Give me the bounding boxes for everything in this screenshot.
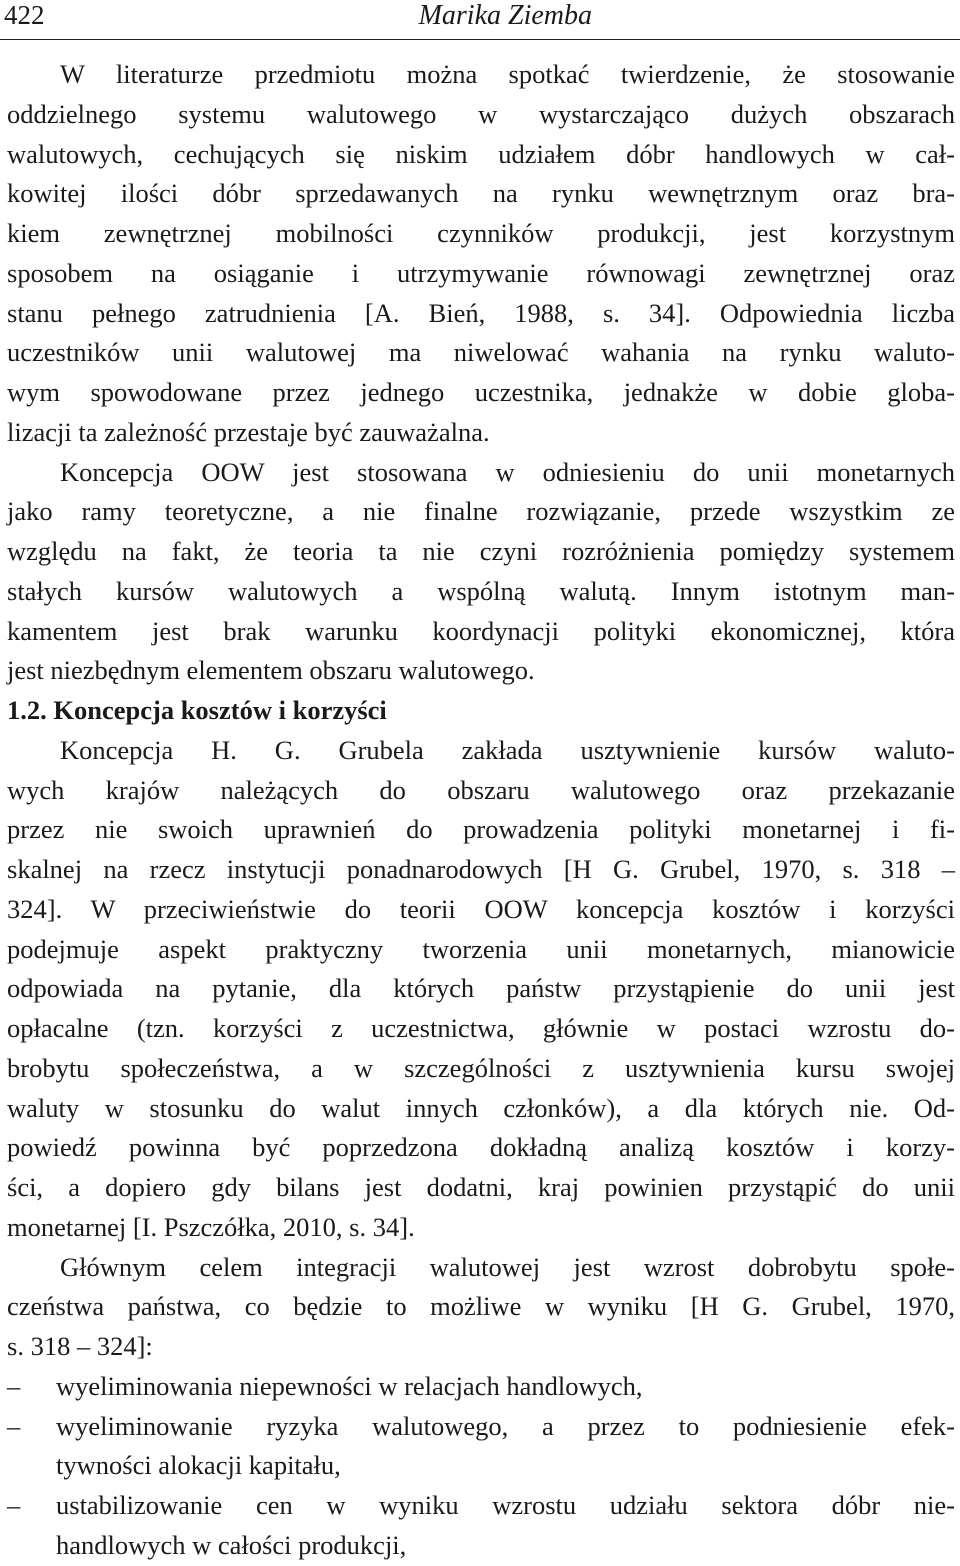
text-line: uczestników unii walutowej ma niwelować wahania na rynku waluto- [7,337,955,368]
text-line: wym spowodowane przez jednego uczestnika, jednakże w dobie globa- [7,377,955,407]
header-rule [0,39,960,40]
text-line: brobytu społeczeństwa, a w szczególności z usztywnienia kursu swojej [7,1052,955,1083]
page-body [7,55,955,1566]
paragraph [7,731,955,1248]
dash-bullet-icon: – [7,1490,21,1520]
text-line: handlowych w całości produkcji, [56,1529,407,1560]
paragraph [7,1248,955,1367]
text-line: kiem zewnętrznej mobilności czynników produkcji, jest korzystnym [7,218,955,248]
bullet-list [7,1367,955,1566]
text-line: W literaturze przedmiotu można spotkać twierdzenie, że stosowanie [60,59,955,89]
text-line: walutowych, cechujących się niskim udziałem dóbr handlowych w cał- [7,138,955,169]
text-line: oddzielnego systemu walutowego w wystarczająco dużych obszarach [7,98,955,129]
text-line: wyeliminowanie ryzyka walutowego, a przez to podniesienie efek- [56,1410,955,1441]
text-line: powiedź powinna być poprzedzona dokładną analizą kosztów i korzy- [7,1132,955,1163]
text-line: stałych kursów walutowych a wspólną walutą. Innym istotnym man- [7,575,955,606]
text-line: opłacalne (tzn. korzyści z uczestnictwa, głównie w postaci wzrostu do- [7,1013,955,1043]
text-line: wyeliminowania niepewności w relacjach handlowych, [56,1370,643,1401]
text-line: sposobem na osiąganie i utrzymywanie równowagi zewnętrznej oraz [7,257,955,288]
text-line: względu na fakt, że teoria ta nie czyni rozróżnienia pomiędzy systemem [7,536,955,566]
text-line: 324]. W przeciwieństwie do teorii OOW koncepcja kosztów i korzyści [7,893,955,924]
paragraph [7,453,955,692]
paragraph [7,55,955,453]
text-line: jako ramy teoretyczne, a nie finalne rozwiązanie, przede wszystkim ze [7,496,955,527]
list-item [7,1407,955,1487]
running-author: Marika Ziemba [418,0,592,31]
text-line: tywności alokacji kapitału, [56,1450,341,1481]
dash-bullet-icon: – [7,1370,21,1401]
text-line: wych krajów należących do obszaru walutowego oraz przekazanie [7,774,955,805]
text-line: s. 318 – 324]: [7,1331,153,1361]
text-line: ści, a dopiero gdy bilans jest dodatni, kraj powinien przystąpić do unii [7,1172,955,1202]
text-line: jest niezbędnym elementem obszaru walutowego. [7,655,535,686]
text-line: Koncepcja OOW jest stosowana w odniesieniu do unii monetarnych [60,456,955,487]
text-line: stanu pełnego zatrudnienia [A. Bień, 1988, s. 34]. Odpowiednia liczba [7,297,955,328]
text-line: skalnej na rzecz instytucji ponadnarodowych [H G. Grubel, 1970, s. 318 – [7,854,955,884]
list-item [7,1486,955,1566]
dash-bullet-icon: – [7,1410,21,1441]
text-line: Koncepcja H. G. Grubela zakłada usztywnienie kursów waluto- [60,734,955,765]
text-line: Głównym celem integracji walutowej jest wzrost dobrobytu społe- [60,1251,955,1282]
text-line: kamentem jest brak warunku koordynacji polityki ekonomicznej, która [7,615,955,646]
text-line: czeństwa państwa, co będzie to możliwe w wyniku [H G. Grubel, 1970, [7,1291,955,1322]
section-heading: 1.2. Koncepcja kosztów i korzyści [7,695,387,725]
text-line: waluty w stosunku do walut innych członków), a dla których nie. Od- [7,1092,955,1123]
text-line: przez nie swoich uprawnień do prowadzenia polityki monetarnej i fi- [7,814,955,845]
text-line: lizacji ta zależność przestaje być zauważalna. [7,416,490,447]
text-line: podejmuje aspekt praktyczny tworzenia unii monetarnych, mianowicie [7,933,955,964]
text-line: odpowiada na pytanie, dla których państw przystąpienie do unii jest [7,973,955,1004]
text-line: ustabilizowanie cen w wyniku wzrostu udziału sektora dóbr nie- [56,1490,955,1520]
page-number: 422 [4,0,45,30]
page-header [0,0,960,40]
list-item [7,1367,955,1407]
text-line: kowitej ilości dóbr sprzedawanych na rynku wewnętrznym oraz bra- [7,178,955,209]
text-line: monetarnej [I. Pszczółka, 2010, s. 34]. [7,1211,415,1242]
